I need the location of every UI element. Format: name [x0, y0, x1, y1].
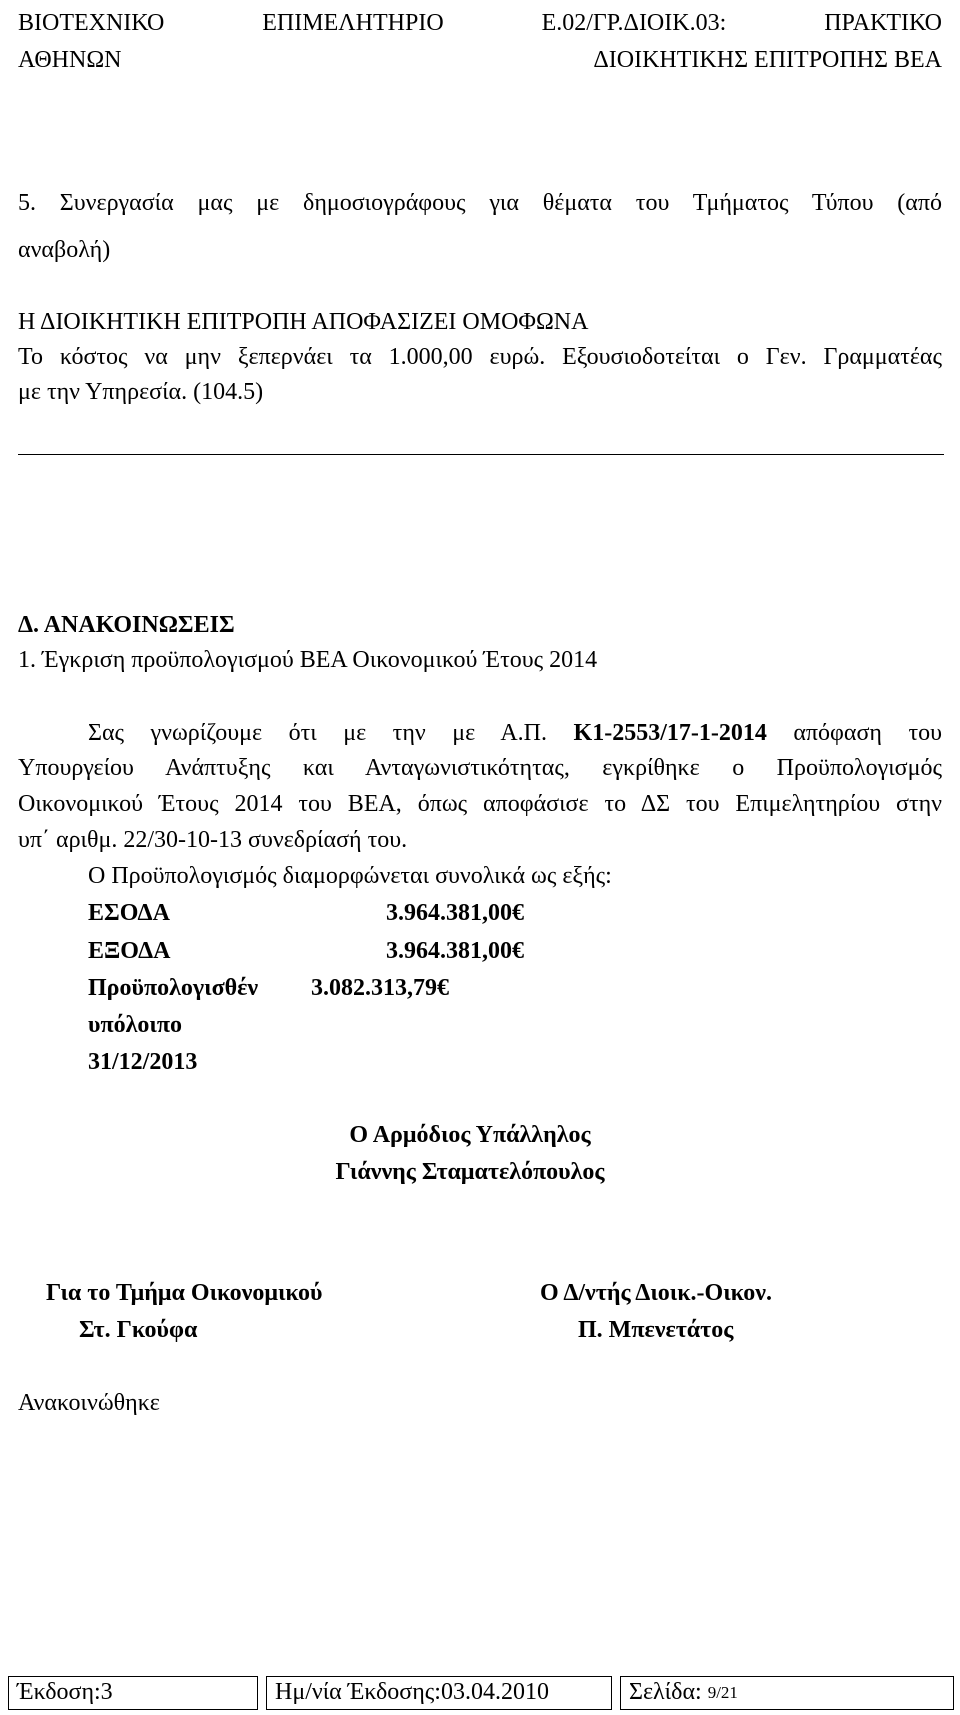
finance-dept-name: Στ. Γκούφα [79, 1317, 198, 1343]
header-org-city: ΑΘΗΝΩΝ [18, 47, 122, 73]
item5-text-line2: με την Υπηρεσία. (104.5) [18, 379, 264, 405]
balance-label-line3: 31/12/2013 [88, 1049, 198, 1075]
announcement-para-line1 [88, 718, 942, 749]
footer-edition-text: Έκδοση:3 [17, 1679, 113, 1706]
balance-label-line2: υπόλοιπο [88, 1012, 182, 1038]
header-word-2: ΕΠΙΜΕΛΗΤΗΡΙΟ [262, 10, 444, 36]
finance-dept-title: Για το Τμήμα Οικονομικού [46, 1280, 323, 1306]
document-header-row-1 [18, 8, 942, 39]
header-word-1: ΒΙΟΤΕΧΝΙΚΟ [18, 10, 165, 36]
expense-label: ΕΞΟΔΑ [88, 938, 171, 964]
item5-title-line1: 5. Συνεργασία μας με δημοσιογράφους για θέματα του Τμήματος Τύπου (από [18, 190, 942, 216]
income-value: 3.964.381,00€ [386, 900, 524, 926]
section-d-item1: 1. Έγκριση προϋπολογισμού ΒΕΑ Οικονομικού Έτους 2014 [18, 647, 598, 673]
decision-ref-number: Κ1-2553/17-1-2014 [573, 720, 767, 746]
announcement-para-line3: Οικονομικού Έτους 2014 του ΒΕΑ, όπως αποφάσισε το ΔΣ του Επιμελητηρίου στην [18, 791, 942, 817]
income-label: ΕΣΟΔΑ [88, 900, 170, 926]
footer-edition-date [266, 1676, 612, 1710]
section-d-heading: Δ. ΑΝΑΚΟΙΝΩΣΕΙΣ [18, 612, 235, 638]
footer-page-number: 9/21 [707, 1682, 738, 1702]
announcement-para-line4: υπ΄ αριθμ. 22/30-10-13 συνεδρίασή του. [18, 827, 408, 853]
para-line1-end: απόφαση του [766, 720, 942, 746]
footer-page-label: Σελίδα: [629, 1679, 702, 1706]
balance-value: 3.082.313,79€ [311, 975, 449, 1001]
page-footer [8, 1676, 954, 1710]
header-word-3: Ε.02/ΓΡ.ΔΙΟΙΚ.03: [541, 10, 727, 36]
section-divider [18, 454, 944, 455]
footer-edition-date-text: Ημ/νία Έκδοσης:03.04.2010 [275, 1679, 549, 1706]
header-doc-type: ΔΙΟΙΚΗΤΙΚΗΣ ΕΠΙΤΡΟΠΗΣ ΒΕΑ [593, 47, 942, 73]
footer-edition [8, 1676, 258, 1710]
announcement-para-line2: Υπουργείου Ανάπτυξης και Ανταγωνιστικότητας, εγκρίθηκε ο Προϋπολογισμός [18, 755, 942, 781]
officer-name: Γιάννης Σταματελόπουλος [335, 1159, 605, 1185]
footer-page [620, 1676, 954, 1710]
announced-note: Ανακοινώθηκε [18, 1390, 160, 1416]
expense-value: 3.964.381,00€ [386, 938, 524, 964]
director-title: Ο Δ/ντής Διοικ.-Οικον. [540, 1280, 772, 1306]
item5-text-line1: Το κόστος να μην ξεπερνάει τα 1.000,00 ευρώ. Εξουσιοδοτείται ο Γεν. Γραμματέας [18, 344, 942, 370]
item5-title-line2: αναβολή) [18, 237, 111, 263]
document-header-row-2 [18, 45, 942, 76]
item5-decision: Η ΔΙΟΙΚΗΤΙΚΗ ΕΠΙΤΡΟΠΗ ΑΠΟΦΑΣΙΖΕΙ ΟΜΟΦΩΝΑ [18, 309, 589, 335]
balance-label-line1: Προϋπολογισθέν [88, 975, 259, 1001]
director-name: Π. Μπενετάτος [578, 1317, 734, 1343]
para-line1-start: Σας γνωρίζουμε ότι με την με Α.Π. [88, 720, 574, 746]
officer-title: Ο Αρμόδιος Υπάλληλος [349, 1122, 591, 1148]
budget-intro: Ο Προϋπολογισμός διαμορφώνεται συνολικά ως εξής: [88, 863, 612, 889]
header-word-4: ΠΡΑΚΤΙΚΟ [824, 10, 942, 36]
